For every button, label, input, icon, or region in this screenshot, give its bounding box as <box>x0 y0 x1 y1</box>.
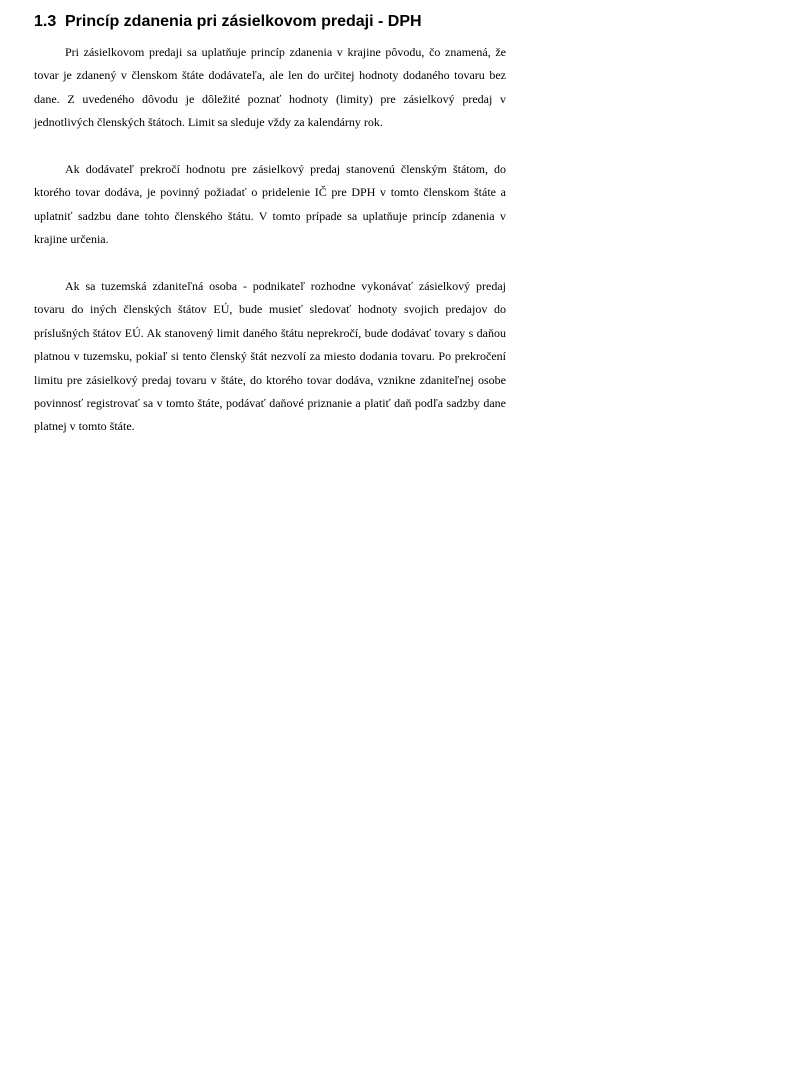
paragraph-limit-exceeded: Ak dodávateľ prekročí hodnotu pre zásielkový predaj stanovenú členským štátom, do ktorého tovar dodáva, je povinný požiadať o pridelenie IČ pre DPH v tomto členskom štáte a uplatniť sadzbu dane tohto členského štátu. V tomto prípade sa uplatňuje princíp zdanenia v krajine určenia. <box>34 162 506 247</box>
section-body <box>34 41 506 462</box>
paragraph-domestic-taxable-person: Ak sa tuzemská zdaniteľná osoba - podnikateľ rozhodne vykonávať zásielkový predaj tovaru do iných členských štátov EÚ, bude musieť sledovať hodnoty svojich predajov do príslušných štátov EÚ. Ak stanovený limit daného štátu neprekročí, bude dodávať tovary s daňou platnou v tuzemsku, pokiaľ si tento členský štát nezvolí za miesto dodania tovaru. Po prekročení limitu pre zásielkový predaj tovaru v štáte, do ktorého tovar dodáva, vznikne zdaniteľnej osobe povinnosť registrovať sa v tomto štáte, podávať daňové priznanie a platiť daň podľa sadzby dane platnej v tomto štáte. <box>34 279 506 434</box>
paragraph-mail-order-origin-principle: Pri zásielkovom predaji sa uplatňuje princíp zdanenia v krajine pôvodu, čo znamená, že tovar je zdanený v členskom štáte dodávateľa, ale len do určitej hodnoty dodaného tovaru bez dane. Z uvedeného dôvodu je dôležité poznať hodnoty (limity) pre zásielkový predaj v jednotlivých členských štátoch. Limit sa sleduje vždy za kalendárny rok. <box>34 45 506 130</box>
section-heading <box>34 12 754 32</box>
section-number: 1.3 <box>34 13 57 30</box>
section-title: Princíp zdanenia pri zásielkovom predaji - DPH <box>65 13 422 30</box>
